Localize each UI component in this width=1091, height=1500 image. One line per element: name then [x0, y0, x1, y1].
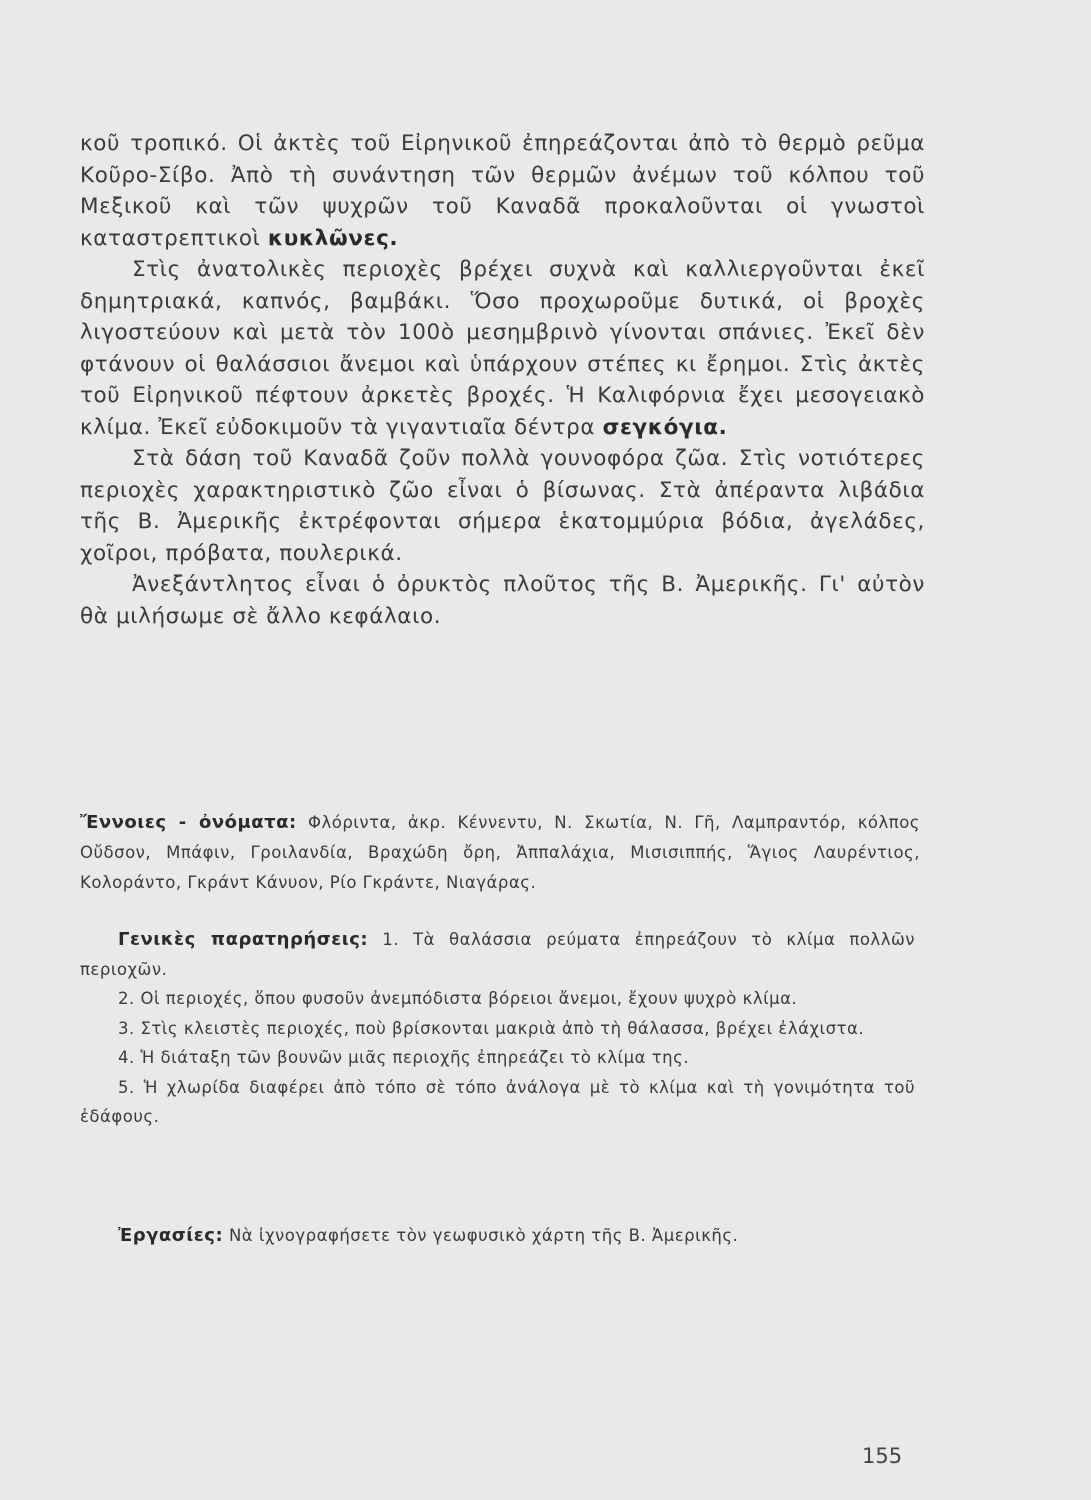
term-cyclones: κυκλῶνες. — [267, 225, 399, 251]
notes-section — [80, 925, 915, 1132]
paragraph-1 — [80, 128, 925, 254]
main-text — [80, 128, 925, 632]
paragraph-4: Ἀνεξάντλητος εἶναι ὁ ὀρυκτὸς πλοῦτος τῆς Β. Ἀμερικῆς. Γι' αὐτὸν θὰ μιλήσωμε σὲ ἄλλο κεφάλαιο. — [80, 572, 925, 629]
paragraph-1-text: κοῦ τροπικό. Οἱ ἀκτὲς τοῦ Εἰρηνικοῦ ἐπηρεάζονται ἀπὸ τὸ θερμὸ ρεῦμα Κοῦρο-Σίβο. Ἀπὸ τὴ συνάντηση τῶν θερμῶν ἀνέμων τοῦ κόλπου τοῦ Μεξικοῦ καὶ τῶν ψυχρῶν τοῦ Καναδᾶ προκαλοῦνται οἱ γνωστοὶ καταστρεπτικοὶ — [80, 131, 925, 251]
page-number: 155 — [862, 1444, 903, 1468]
note-item-2: 2. Οἱ περιοχές, ὅπου φυσοῦν ἀνεμπόδιστα βόρειοι ἄνεμοι, ἔχουν ψυχρὸ κλίμα. — [118, 989, 798, 1008]
term-sequoia: σεγκόγια. — [602, 414, 728, 440]
tasks-section — [80, 1225, 915, 1246]
paragraph-3: Στὰ δάση τοῦ Καναδᾶ ζοῦν πολλὰ γουνοφόρα ζῶα. Στὶς νοτιότερες περιοχὲς χαρακτηριστικὸ ζῶο εἶναι ὁ βίσωνας. Στὰ ἀπέραντα λιβάδια τῆς Β. Ἀμερικῆς ἐκτρέφονται σήμερα ἑκατομμύρια βόδια, ἀγελάδες, χοῖροι, πρόβατα, πουλερικά. — [80, 446, 925, 566]
terms-section — [80, 808, 920, 898]
terms-label: Ἔννοιες - ὀνόματα: — [80, 812, 297, 833]
note-item-5: 5. Ἡ χλωρίδα διαφέρει ἀπὸ τόπο σὲ τόπο ἀνάλογα μὲ τὸ κλίμα καὶ τὴ γονιμότητα τοῦ ἐδάφους. — [80, 1077, 915, 1126]
note-item-3: 3. Στὶς κλειστὲς περιοχές, ποὺ βρίσκονται μακριὰ ἀπὸ τὴ θάλασσα, βρέχει ἐλάχιστα. — [118, 1018, 865, 1038]
note-item-1 — [80, 925, 915, 984]
tasks-label: Ἐργασίες: — [118, 1225, 224, 1246]
notes-label: Γενικὲς παρατηρήσεις: — [118, 929, 369, 950]
note-text: 1. Τὰ θαλάσσια ρεύματα ἐπηρεάζουν τὸ κλίμα πολλῶν περιοχῶν. — [80, 930, 915, 979]
paragraph-2-text: Στὶς ἀνατολικὲς περιοχὲς βρέχει συχνὰ καὶ καλλιεργοῦνται ἐκεῖ δημητριακά, καπνός, βαμβάκι. Ὅσο προχωροῦμε δυτικά, οἱ βροχὲς λιγοστεύουν καὶ μετὰ τὸν 100ὸ μεσημβρινὸ γίνονται σπάνιες. Ἐκεῖ δὲν φτάνουν οἱ θαλάσσιοι ἄνεμοι καὶ ὑπάρχουν στέπες κι ἔρημοι. Στὶς ἀκτὲς τοῦ Εἰρηνικοῦ πέφτουν ἀρκετὲς βροχές. Ἡ Καλιφόρνια ἔχει μεσογειακὸ κλίμα. Ἐκεῖ εὐδοκιμοῦν τὰ γιγαντιαῖα δέντρα — [80, 257, 925, 440]
paragraph-2 — [80, 254, 925, 443]
note-item-4: 4. Ἡ διάταξη τῶν βουνῶν μιᾶς περιοχῆς ἐπηρεάζει τὸ κλίμα της. — [118, 1048, 690, 1067]
terms-text: Φλόριντα, ἀκρ. Κέννεντυ, Ν. Σκωτία, Ν. Γῆ, Λαμπραντόρ, κόλπος Οὔδσον, Μπάφιν, Γροιλανδία, Βραχώδη ὄρη, Ἀππαλάχια, Μισισιππής, Ἅγιος Λαυρέντιος, Κολοράντο, Γκράντ Κάνυον, Ρίο Γκράντε, Νιαγάρας. — [80, 813, 920, 892]
tasks-text: Νὰ ἰχνογραφήσετε τὸν γεωφυσικὸ χάρτη τῆς Β. Ἀμερικῆς. — [228, 1226, 739, 1245]
